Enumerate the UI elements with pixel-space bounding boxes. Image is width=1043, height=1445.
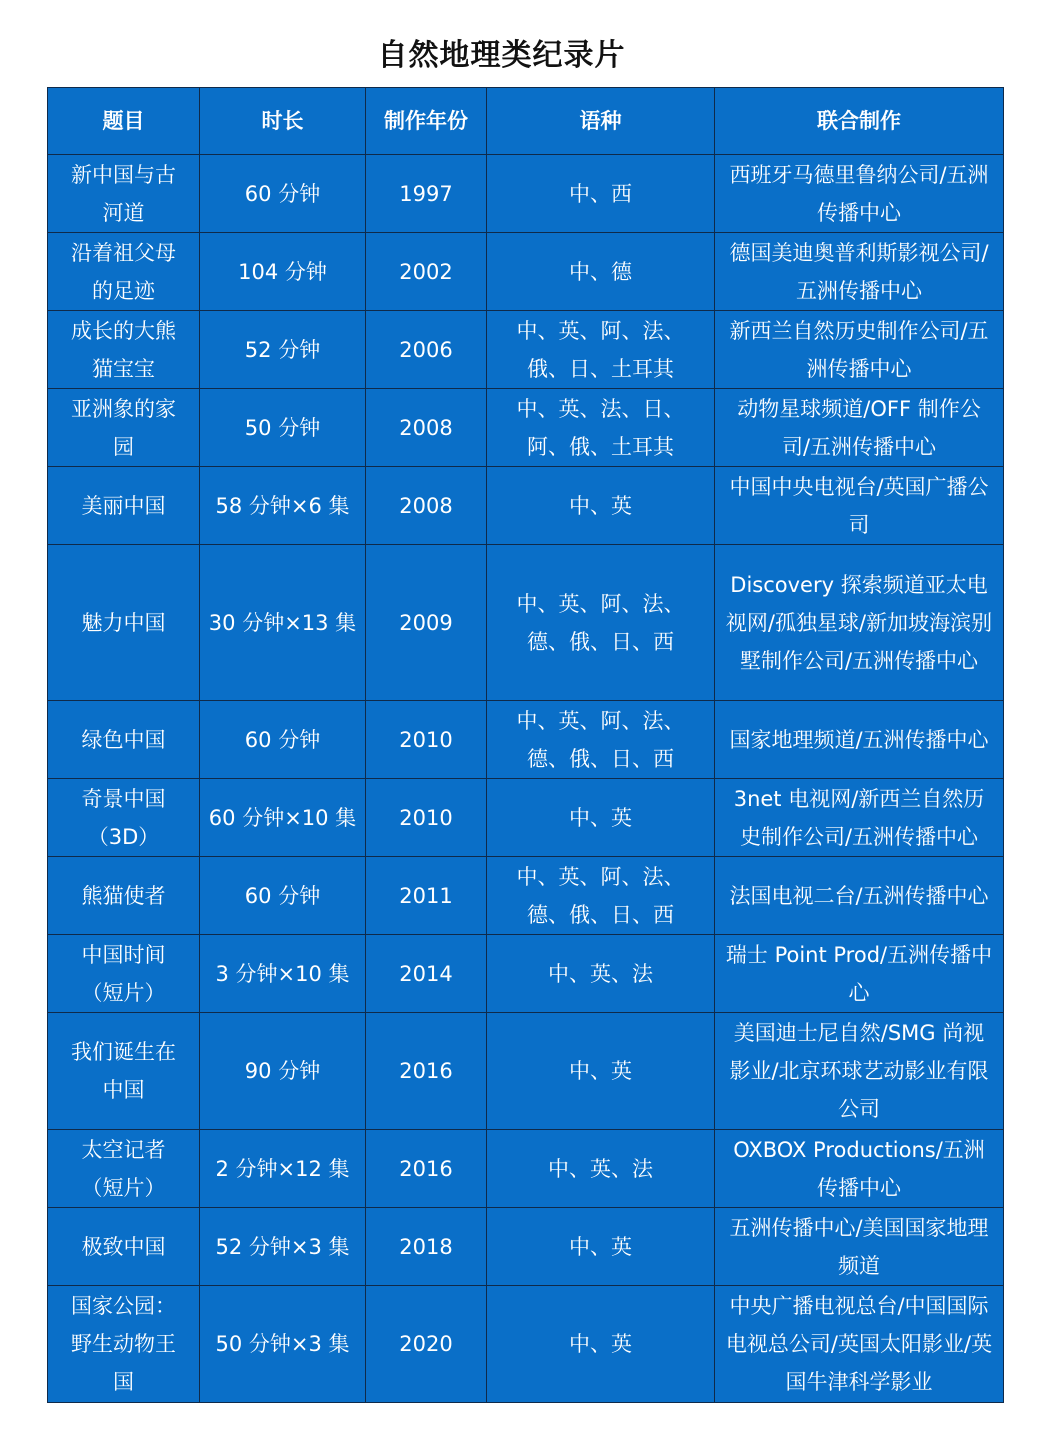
cell-language: 中、英 [487,779,715,857]
cell-year: 2011 [366,857,487,935]
cell-coproduction: 国家地理频道/五洲传播中心 [715,701,1004,779]
cell-language: 中、英、阿、法、德、俄、日、西 [487,545,715,701]
header-title: 题目 [48,88,200,155]
table-header-row [48,88,1004,155]
documentary-table [47,87,1004,1403]
cell-duration: 52 分钟 [200,311,366,389]
cell-duration: 3 分钟×10 集 [200,935,366,1013]
cell-title: 美丽中国 [48,467,200,545]
cell-coproduction: Discovery 探索频道亚太电视网/孤独星球/新加坡海滨别墅制作公司/五洲传播中心 [715,545,1004,701]
table-row [48,857,1004,935]
cell-language: 中、英、阿、法、德、俄、日、西 [487,857,715,935]
cell-year: 2010 [366,779,487,857]
cell-year: 2016 [366,1130,487,1208]
table-row [48,467,1004,545]
cell-year: 2006 [366,311,487,389]
cell-year: 2002 [366,233,487,311]
cell-coproduction: 动物星球频道/OFF 制作公司/五洲传播中心 [715,389,1004,467]
cell-coproduction: 瑞士 Point Prod/五洲传播中心 [715,935,1004,1013]
cell-title: 魅力中国 [48,545,200,701]
table-row [48,311,1004,389]
cell-year: 2009 [366,545,487,701]
cell-coproduction: 中央广播电视总台/中国国际电视总公司/英国太阳影业/英国牛津科学影业 [715,1286,1004,1403]
cell-year: 2014 [366,935,487,1013]
page-title: 自然地理类纪录片 [377,38,626,73]
cell-duration: 104 分钟 [200,233,366,311]
cell-coproduction: 西班牙马德里鲁纳公司/五洲传播中心 [715,155,1004,233]
cell-duration: 30 分钟×13 集 [200,545,366,701]
cell-language: 中、英 [487,1286,715,1403]
cell-title: 极致中国 [48,1208,200,1286]
table-row [48,155,1004,233]
cell-year: 2020 [366,1286,487,1403]
cell-coproduction: 德国美迪奥普利斯影视公司/五洲传播中心 [715,233,1004,311]
cell-coproduction: 法国电视二台/五洲传播中心 [715,857,1004,935]
table-row [48,545,1004,701]
cell-duration: 50 分钟 [200,389,366,467]
table-row [48,701,1004,779]
table-row [48,779,1004,857]
cell-year: 2008 [366,389,487,467]
cell-duration: 52 分钟×3 集 [200,1208,366,1286]
cell-year: 2010 [366,701,487,779]
cell-duration: 60 分钟×10 集 [200,779,366,857]
table-row [48,389,1004,467]
cell-title: 绿色中国 [48,701,200,779]
cell-coproduction: 中国中央电视台/英国广播公司 [715,467,1004,545]
cell-title: 太空记者（短片） [48,1130,200,1208]
header-year: 制作年份 [366,88,487,155]
cell-coproduction: 3net 电视网/新西兰自然历史制作公司/五洲传播中心 [715,779,1004,857]
cell-title: 奇景中国（3D） [48,779,200,857]
cell-title: 沿着祖父母的足迹 [48,233,200,311]
cell-language: 中、英、阿、法、德、俄、日、西 [487,701,715,779]
cell-language: 中、英、法、日、阿、俄、土耳其 [487,389,715,467]
cell-language: 中、英、阿、法、俄、日、土耳其 [487,311,715,389]
cell-duration: 2 分钟×12 集 [200,1130,366,1208]
cell-language: 中、英 [487,1208,715,1286]
table-body [48,155,1004,1403]
cell-language: 中、英 [487,467,715,545]
cell-title: 成长的大熊猫宝宝 [48,311,200,389]
table-row [48,935,1004,1013]
table-row [48,1286,1004,1403]
cell-language: 中、英、法 [487,1130,715,1208]
cell-duration: 90 分钟 [200,1013,366,1130]
cell-coproduction: OXBOX Productions/五洲传播中心 [715,1130,1004,1208]
cell-language: 中、西 [487,155,715,233]
cell-title: 国家公园：野生动物王国 [48,1286,200,1403]
cell-language: 中、英、法 [487,935,715,1013]
cell-coproduction: 新西兰自然历史制作公司/五洲传播中心 [715,311,1004,389]
cell-year: 2008 [366,467,487,545]
header-duration: 时长 [200,88,366,155]
cell-title: 我们诞生在中国 [48,1013,200,1130]
cell-duration: 60 分钟 [200,857,366,935]
cell-language: 中、英 [487,1013,715,1130]
table-row [48,1130,1004,1208]
cell-title: 亚洲象的家园 [48,389,200,467]
cell-year: 1997 [366,155,487,233]
cell-title: 新中国与古河道 [48,155,200,233]
table-row [48,1013,1004,1130]
table-row [48,1208,1004,1286]
cell-duration: 60 分钟 [200,155,366,233]
header-language: 语种 [487,88,715,155]
table-row [48,233,1004,311]
cell-title: 熊猫使者 [48,857,200,935]
cell-language: 中、德 [487,233,715,311]
cell-year: 2016 [366,1013,487,1130]
cell-coproduction: 美国迪士尼自然/SMG 尚视影业/北京环球艺动影业有限公司 [715,1013,1004,1130]
header-coproduction: 联合制作 [715,88,1004,155]
cell-duration: 60 分钟 [200,701,366,779]
cell-title: 中国时间（短片） [48,935,200,1013]
cell-coproduction: 五洲传播中心/美国国家地理频道 [715,1208,1004,1286]
cell-year: 2018 [366,1208,487,1286]
cell-duration: 58 分钟×6 集 [200,467,366,545]
cell-duration: 50 分钟×3 集 [200,1286,366,1403]
